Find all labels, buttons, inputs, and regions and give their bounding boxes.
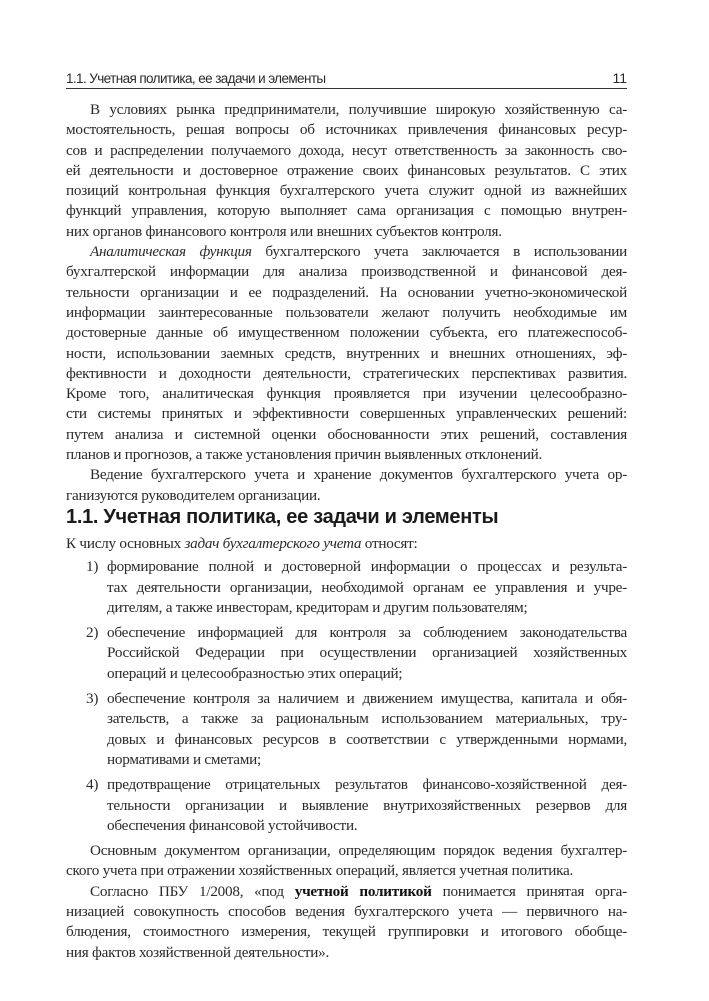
- text-line: обеспечение контроля за наличием и движением имущества, капитала и обя-: [107, 690, 627, 708]
- text-line: тельности организации и выявление внутрихозяйственных резервов для: [107, 796, 627, 814]
- paragraph: [66, 882, 627, 963]
- text-line: ния фактов хозяйственной деятельности».: [66, 943, 330, 961]
- text-line: операций и целесообразностью этих операций;: [107, 664, 403, 682]
- text-line: информации заинтересованные пользователи желают получить необходимые им: [66, 303, 627, 321]
- text-segment: понимается принятая орга-: [431, 882, 627, 900]
- text-line: формирование полной и достоверной информации о процессах и результа-: [107, 558, 627, 576]
- text-line: сов и распределении получаемого дохода, несут ответственность за законность сво-: [66, 141, 627, 159]
- text-line: ности, использовании заемных средств, внутренних и внешних отношениях, эф-: [66, 344, 627, 362]
- text-line: В условиях рынка предприниматели, получившие широкую хозяйственную са-: [90, 101, 627, 118]
- text-segment: бухгалтерского учета заключается в использовании: [251, 243, 627, 261]
- tasks-lead: [66, 534, 627, 554]
- text-segment: относят:: [361, 535, 418, 552]
- text-line: фективности и доходности деятельности, стратегических перспективах развития.: [66, 364, 627, 382]
- paragraph: [66, 100, 627, 242]
- text-line: дителям, а также инвесторам, кредиторам и другим пользователям;: [107, 598, 528, 616]
- task-number: 2): [86, 624, 99, 642]
- text-segment: Согласно ПБУ 1/2008, «под: [90, 882, 295, 900]
- text-line: них органов финансового контроля или внешних субъектов контроля.: [66, 222, 502, 240]
- italic-term: Аналитическая функция: [90, 243, 252, 261]
- task-number: 3): [86, 690, 99, 708]
- text-line: зательств, а также за рациональным использованием материальных, тру-: [107, 710, 627, 728]
- task-item: [66, 689, 627, 770]
- italic-term: задач бухгалтерского учета: [184, 535, 362, 552]
- text-line: [66, 882, 627, 902]
- text-line: ганизуются руководителем организации.: [66, 486, 321, 504]
- text-line: тельности организации и ее подразделений. На основании учетно-экономической: [66, 283, 627, 301]
- bold-term: учетной политикой: [294, 882, 432, 900]
- intro-text: [66, 100, 627, 506]
- text-line: Ведение бухгалтерского учета и хранение документов бухгалтерского учета ор-: [90, 466, 627, 484]
- tasks-list: [66, 557, 627, 836]
- text-line: обеспечения финансовой устойчивости.: [107, 816, 358, 834]
- running-header-title: 1.1. Учетная политика, ее задачи и элементы: [66, 71, 326, 86]
- outro-text: [66, 841, 627, 963]
- paragraph: [66, 841, 627, 882]
- text-line: ей деятельности и достоверное отражение своих финансовых результатов. С этих: [66, 161, 627, 179]
- text-line: довых и финансовых ресурсов в соответствии с утвержденными нормами,: [107, 730, 627, 748]
- task-number: 1): [86, 558, 99, 576]
- text-line: бухгалтерской информации для анализа производственной и финансовой дея-: [66, 263, 627, 281]
- task-item: [66, 623, 627, 684]
- text-line: [66, 242, 627, 262]
- section-body: [66, 534, 627, 963]
- text-line: тах деятельности организации, необходимой органам ее управления и учре-: [107, 578, 627, 596]
- section-heading: 1.1. Учетная политика, ее задачи и элементы: [66, 506, 499, 528]
- text-line: предотвращение отрицательных результатов финансово-хозяйственной дея-: [107, 776, 627, 794]
- text-line: функций управления, которую выполняет сама организация с помощью внутрен-: [66, 202, 627, 220]
- task-number: 4): [86, 776, 99, 794]
- running-header: [66, 70, 627, 89]
- text-line: ского учета при отражении хозяйственных операций, является учетная политика.: [66, 862, 574, 880]
- paragraph: [66, 242, 627, 465]
- text-line: Основным документом организации, определяющим порядок ведения бухгалтер-: [90, 842, 627, 860]
- text-line: сти системы принятых и эффективности совершенных управленческих решений:: [66, 405, 627, 423]
- task-item: [66, 775, 627, 836]
- text-line: путем анализа и системной оценки обоснованности этих решений, составления: [66, 425, 627, 443]
- task-item: [66, 557, 627, 618]
- text-line: Кроме того, аналитическая функция проявляется при изучении целесообразно-: [66, 385, 627, 403]
- text-line: планов и прогнозов, а также установления причин выявленных отклонений.: [66, 446, 543, 464]
- text-line: достоверные данные об имущественном положении субъекта, его платежеспособ-: [66, 324, 627, 342]
- text-line: обеспечение информацией для контроля за соблюдением законодательства: [107, 624, 627, 642]
- text-line: позиций контрольная функция бухгалтерского учета служит одной из важнейших: [66, 182, 627, 200]
- page-number: 11: [612, 70, 627, 86]
- text-segment: К числу основных: [66, 535, 185, 552]
- text-line: нормативами и сметами;: [107, 750, 261, 768]
- text-line: блюдения, стоимостного измерения, текущей группировки и итогового обобще-: [66, 923, 627, 941]
- text-line: мостоятельность, решая вопросы об источниках привлечения финансовых ресур-: [66, 121, 627, 139]
- text-line: Российской Федерации при осуществлении организацией хозяйственных: [107, 644, 627, 662]
- paragraph: [66, 465, 627, 506]
- text-line: низацией совокупность способов ведения бухгалтерского учета — первичного на-: [66, 903, 627, 921]
